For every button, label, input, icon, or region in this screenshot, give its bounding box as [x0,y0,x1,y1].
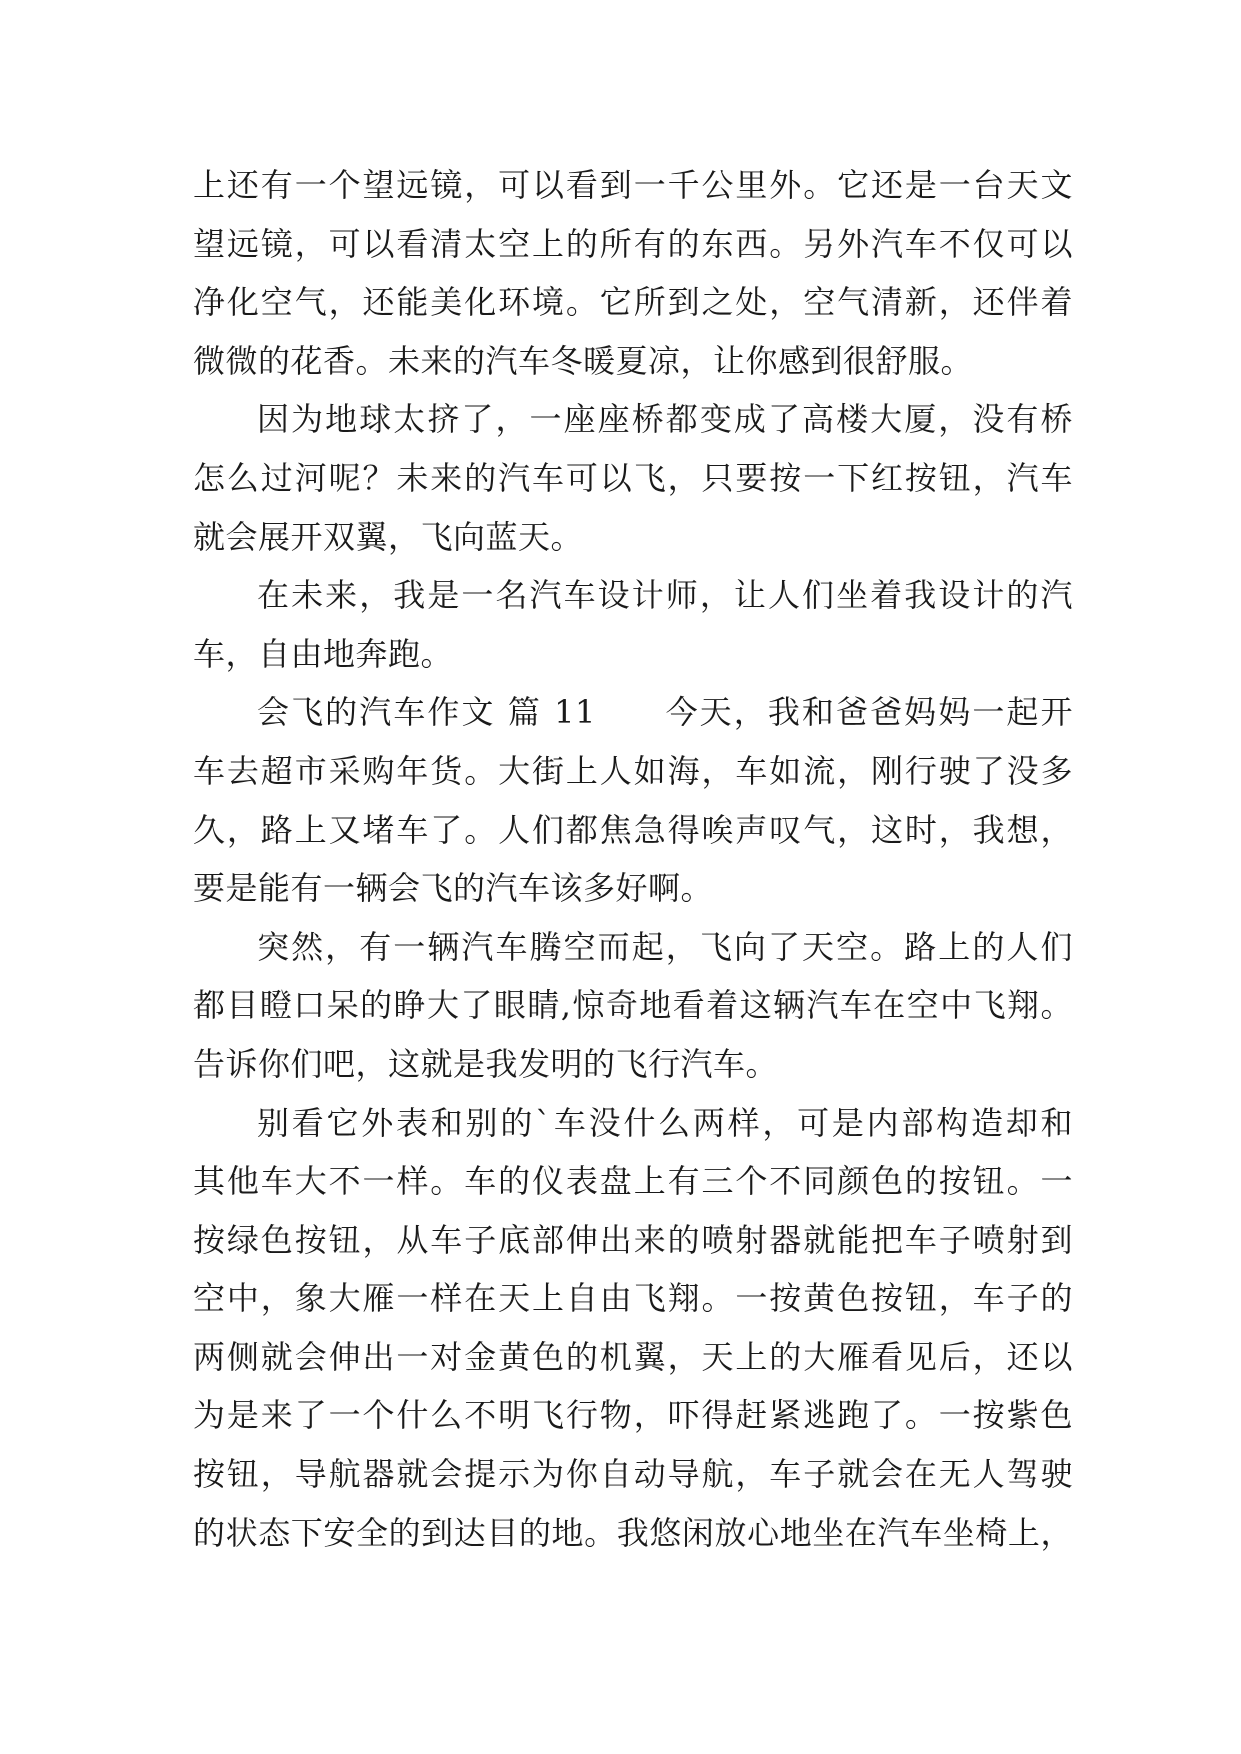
text-line: 微微的花香。未来的汽车冬暖夏凉，让你感到很舒服。 [193,341,974,380]
text-line: 怎么过河呢？未来的汽车可以飞，只要按一下红按钮，汽车 [193,458,1073,497]
text-line: 两侧就会伸出一对金黄色的机翼，天上的大雁看见后，还以 [193,1337,1073,1376]
text-line: 别看它外表和别的`车没什么两样，可是内部构造却和 [257,1103,1073,1142]
text-line: 突然，有一辆汽车腾空而起，飞向了天空。路上的人们 [257,927,1073,966]
text-line: 会飞的汽车作文 篇 11 今天，我和爸爸妈妈一起开 [257,693,1073,732]
text-line: 要是能有一辆会飞的汽车该多好啊。 [193,869,714,908]
text-line: 久，路上又堵车了。人们都焦急得唉声叹气，这时，我想， [193,810,1073,849]
text-line: 都目瞪口呆的睁大了眼睛,惊奇地看着这辆汽车在空中飞翔。 [193,986,1073,1025]
document-body [193,156,1073,1562]
text-line: 其他车大不一样。车的仪表盘上有三个不同颜色的按钮。一 [193,1162,1073,1201]
text-line: 望远镜，可以看清太空上的所有的东西。另外汽车不仅可以 [193,224,1073,263]
text-line: 按钮，导航器就会提示为你自动导航，车子就会在无人驾驶 [193,1455,1073,1494]
text-line: 的状态下安全的到达目的地。我悠闲放心地坐在汽车坐椅上， [193,1513,1073,1552]
text-line: 为是来了一个什么不明飞行物，吓得赶紧逃跑了。一按紫色 [193,1396,1073,1435]
text-line: 上还有一个望远镜，可以看到一千公里外。它还是一台天文 [193,166,1073,204]
text-line: 在未来，我是一名汽车设计师，让人们坐着我设计的汽 [257,576,1073,615]
text-line: 因为地球太挤了，一座座桥都变成了高楼大厦，没有桥 [257,400,1073,439]
text-line: 车，自由地奔跑。 [193,634,454,673]
text-line: 告诉你们吧，这就是我发明的飞行汽车。 [193,1044,779,1083]
text-line: 净化空气，还能美化环境。它所到之处，空气清新，还伴着 [193,283,1073,322]
text-line: 就会展开双翼，飞向蓝天。 [193,517,584,556]
text-line: 车去超市采购年货。大街上人如海，车如流，刚行驶了没多 [193,751,1073,790]
text-line: 按绿色按钮，从车子底部伸出来的喷射器就能把车子喷射到 [193,1220,1073,1259]
text-line: 空中，象大雁一样在天上自由飞翔。一按黄色按钮，车子的 [193,1279,1073,1318]
